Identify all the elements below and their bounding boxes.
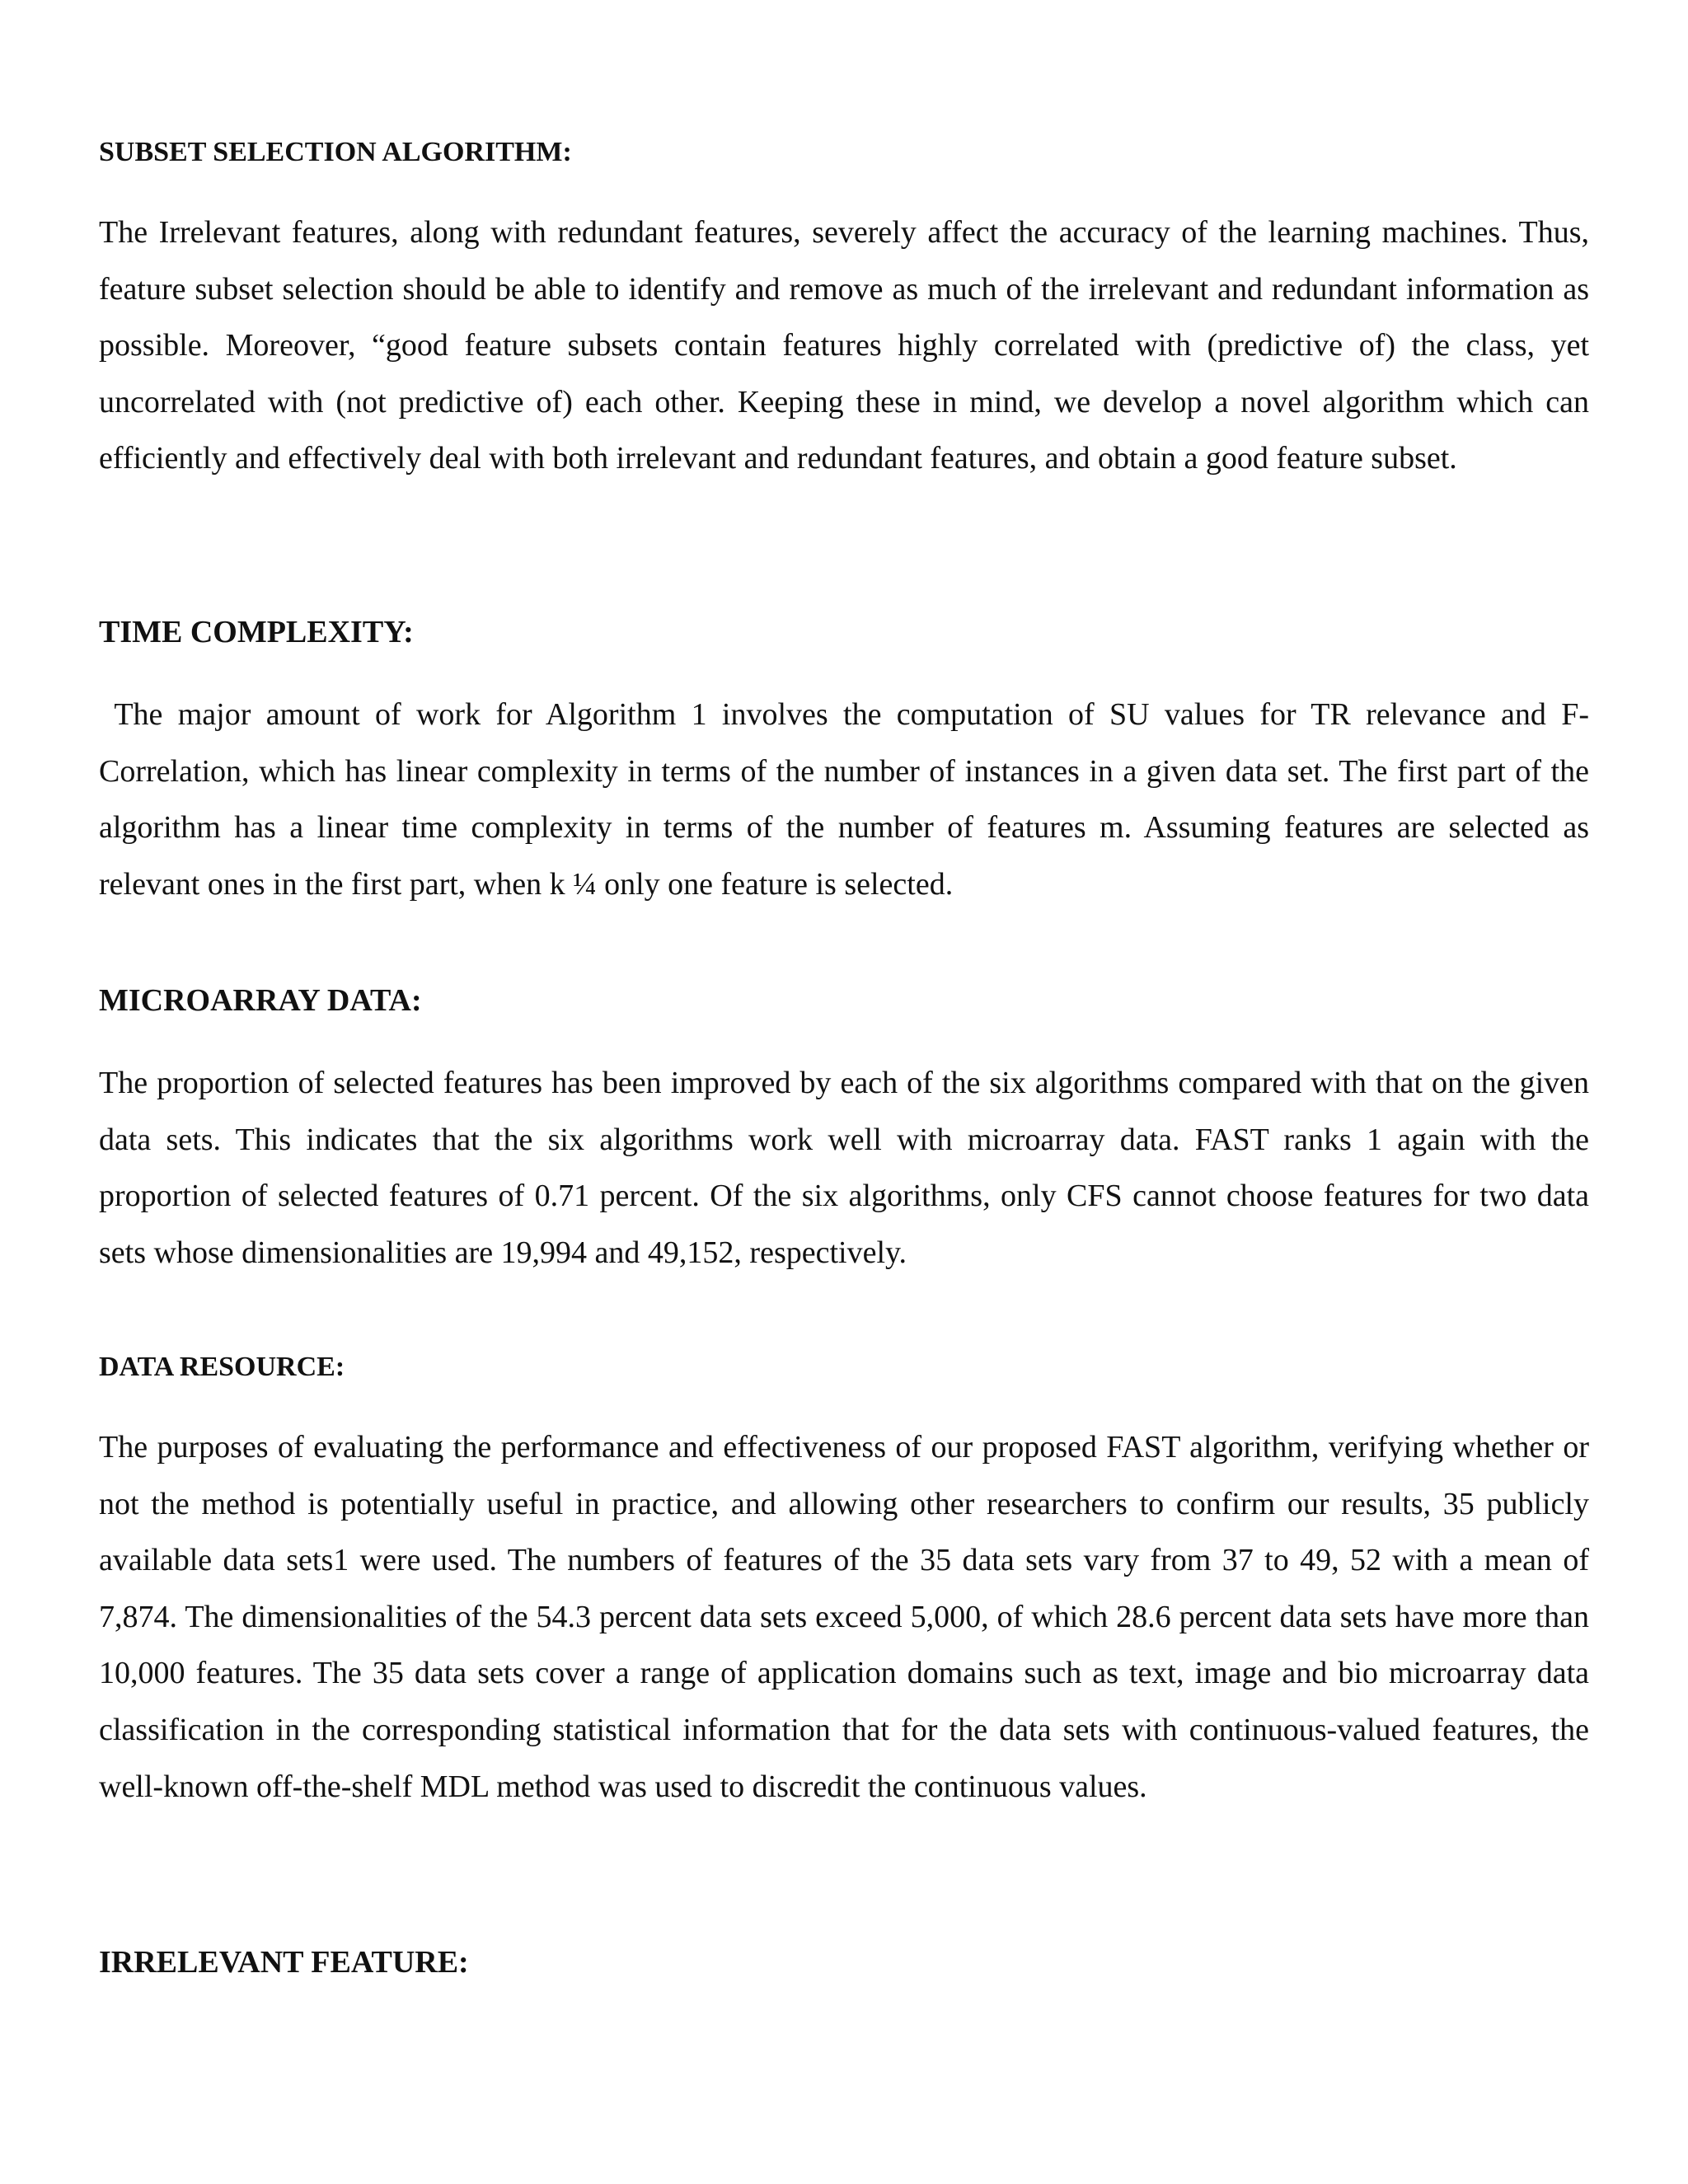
paragraph-time-complexity: The major amount of work for Algorithm 1 involves the computation of SU values for TR relevance and F-Correlation, which has linear complexity in terms of the number of instances in a given data set. The first part of the algorithm has a linear time complexity in terms of the number of features m. Assuming features are selected as relevant ones in the first part, when k ¼ only one feature is selected. [99, 697, 1597, 902]
heading-subset-selection-algorithm: SUBSET SELECTION ALGORITHM: [99, 137, 572, 167]
heading-irrelevant-feature: IRRELEVANT FEATURE: [99, 1945, 469, 1980]
heading-microarray-data: MICROARRAY DATA: [99, 983, 422, 1018]
paragraph-microarray-data: The proportion of selected features has been improved by each of the six algorithms compared with that on the given data sets. This indicates that the six algorithms work well with microarray data. FAST ranks 1 again with the proportion of selected features of 0.71 percent. Of the six algorithms, only CFS cannot choose features for two data sets whose dimensionalities are 19,994 and 49,152, respectively. [99, 1066, 1589, 1270]
heading-data-resource: DATA RESOURCE: [99, 1352, 345, 1382]
paragraph-data-resource: The purposes of evaluating the performance and effectiveness of our proposed FAST algorithm, verifying whether or not the method is potentially useful in practice, and allowing other researchers to confirm our results, 35 publicly available data sets1 were used. The numbers of features of the 35 data sets vary from 37 to 49, 52 with a mean of 7,874. The dimensionalities of the 54.3 percent data sets exceed 5,000, of which 28.6 percent data sets have more than 10,000 features. The 35 data sets cover a range of application domains such as text, image and bio microarray data classification in the corresponding statistical information that for the data sets with continuous-valued features, the well-known off-the-shelf MDL method was used to discredit the continuous values. [99, 1430, 1589, 1804]
heading-time-complexity: TIME COMPLEXITY: [99, 615, 414, 649]
paragraph-subset-selection-algorithm: The Irrelevant features, along with redundant features, severely affect the accuracy of the learning machines. Thus, feature subset selection should be able to identify and remove as much of the irrelevant and redundant information as possible. Moreover, “good feature subsets contain features highly correlated with (predictive of) the class, yet uncorrelated with (not predictive of) each other. Keeping these in mind, we develop a novel algorithm which can efficiently and effectively deal with both irrelevant and redundant features, and obtain a good feature subset. [99, 215, 1589, 476]
